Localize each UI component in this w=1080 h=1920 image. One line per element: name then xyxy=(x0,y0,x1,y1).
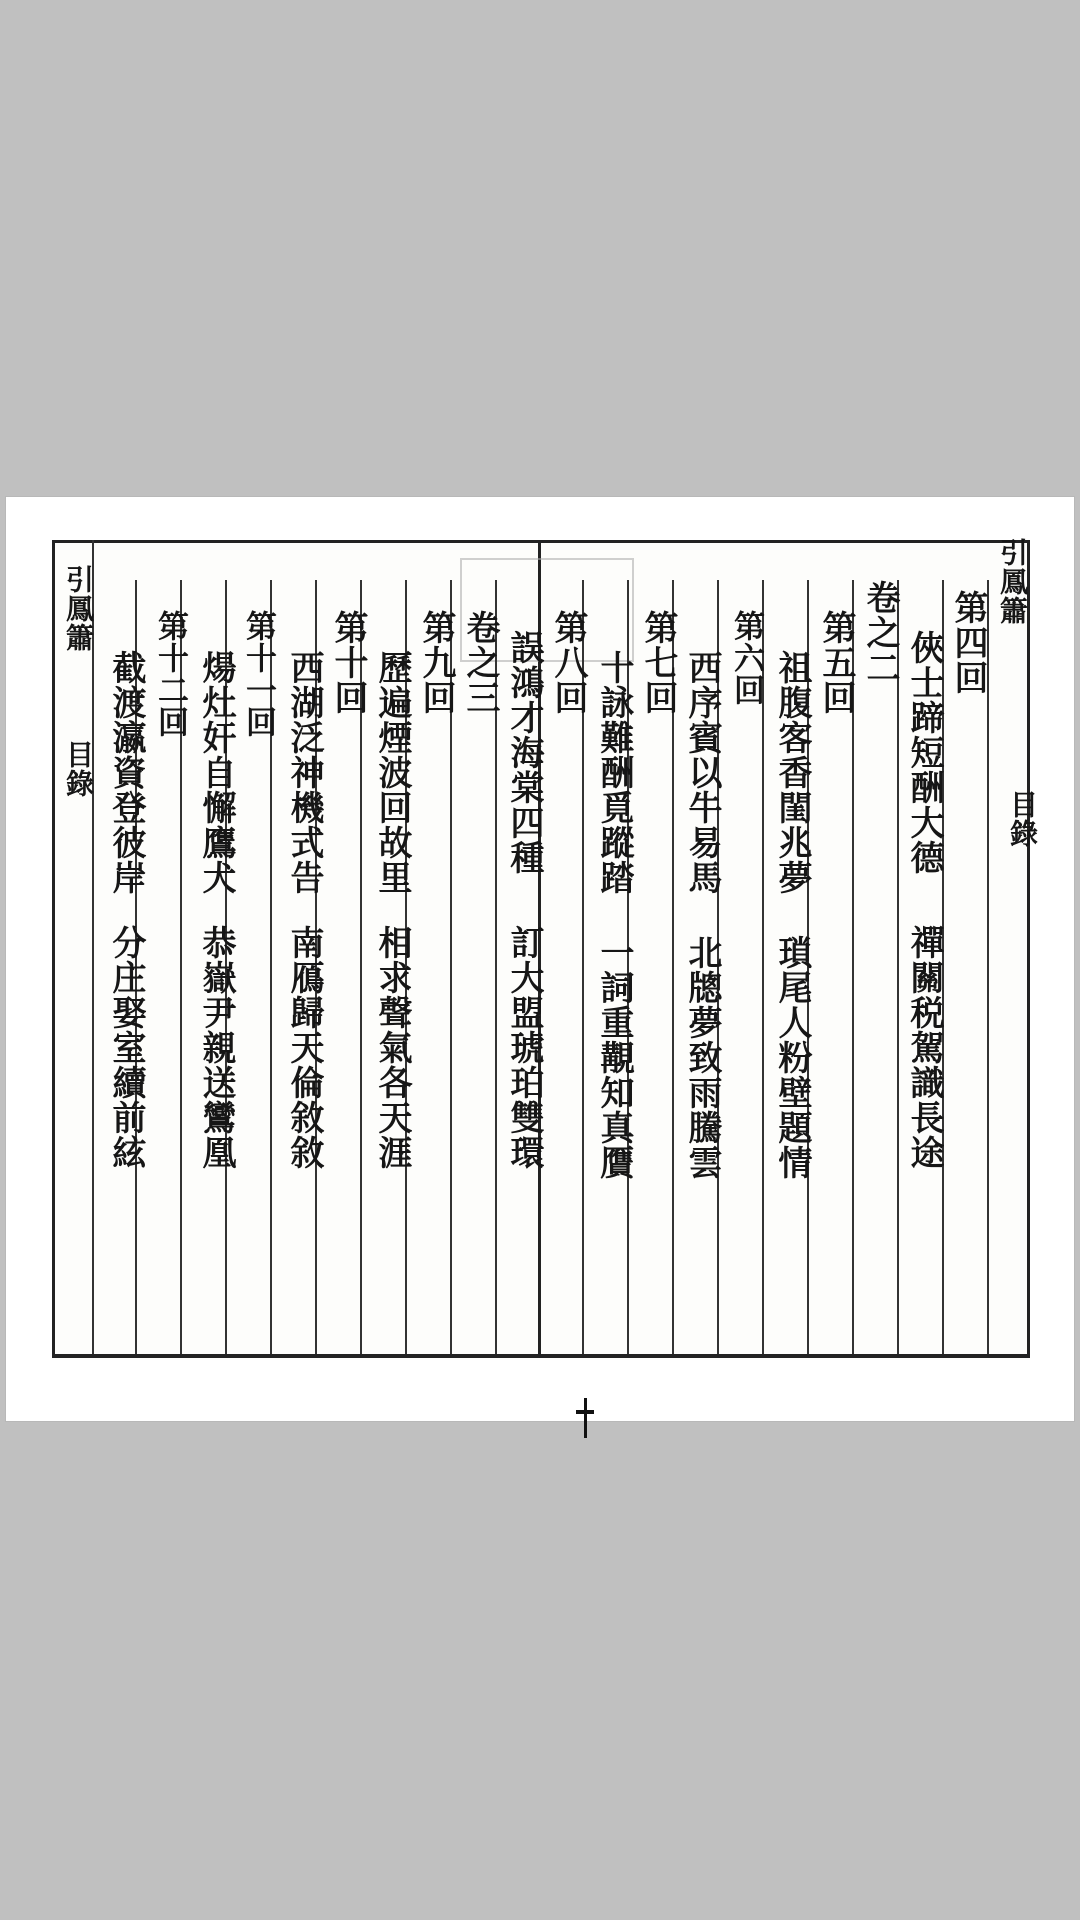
frame-top-border xyxy=(52,540,1030,543)
chapter-title-line2: 南鴈歸天倫敘敘 xyxy=(284,925,324,1170)
chapter-title-line1: 截渡瀛資登彼岸 xyxy=(106,650,146,895)
left-page-title: 引鳳簫 xyxy=(62,565,95,652)
chapter-title-line1: 西序賓以牛易馬 xyxy=(682,650,722,895)
chapter-title-line1: 十詠難酬覓蹤踏 xyxy=(594,650,634,895)
scanned-book-image xyxy=(6,497,1074,1421)
column-rule xyxy=(92,540,94,1354)
volume-heading: 卷之三 xyxy=(460,610,500,715)
chapter-title-line2: 訂大盟琥珀雙環 xyxy=(504,925,544,1170)
frame-bottom-border xyxy=(52,1354,1030,1358)
chapter-heading: 第六回 xyxy=(728,610,764,706)
right-page-title: 引鳳簫 xyxy=(996,538,1029,625)
chapter-heading: 第十二回 xyxy=(152,610,188,738)
chapter-heading: 第八回 xyxy=(548,610,588,715)
chapter-title-line1: 俠士蹄短酬大德 xyxy=(904,630,944,875)
book-spread xyxy=(52,538,1039,1360)
chapter-title-line2: 一詞重覯知真贋 xyxy=(594,935,634,1180)
chapter-heading: 第十一回 xyxy=(240,610,276,738)
frame-right-border xyxy=(1027,540,1030,1358)
binding-stitch-bar xyxy=(576,1410,594,1414)
chapter-title-line1: 誤鴻才海棠四種 xyxy=(504,630,544,875)
chapter-title-line1: 歷遍煙波回故里 xyxy=(372,650,412,895)
chapter-title-line2: 北牕夢致雨騰雲 xyxy=(682,935,722,1180)
chapter-heading: 第九回 xyxy=(416,610,456,715)
volume-heading: 卷之二 xyxy=(860,580,900,685)
chapter-heading: 第五回 xyxy=(816,610,856,715)
right-page-title-suffix: 目錄 xyxy=(1006,790,1039,848)
frame-left-border xyxy=(52,540,55,1358)
chapter-title-line2: 禪關税駕識長途 xyxy=(904,925,944,1170)
left-page-title-suffix: 目錄 xyxy=(62,740,95,798)
column-rule xyxy=(897,580,899,1354)
column-rule xyxy=(987,580,989,1354)
chapter-heading: 第七回 xyxy=(638,610,678,715)
chapter-title-line1: 煬灶奸自懈鷹犬 xyxy=(196,650,236,895)
chapter-heading: 第四回 xyxy=(948,590,988,695)
binding-stitch xyxy=(584,1398,587,1438)
chapter-title-line2: 瑣尾人粉壁題情 xyxy=(772,935,812,1180)
chapter-title-line1: 西湖泛神機式告 xyxy=(284,650,324,895)
chapter-title-line2: 相求聲氣各天涯 xyxy=(372,925,412,1170)
chapter-heading: 第十回 xyxy=(328,610,368,715)
chapter-title-line1: 祖腹客香閨兆夢 xyxy=(772,650,812,895)
chapter-title-line2: 分庄娶室續前絃 xyxy=(106,925,146,1170)
chapter-title-line2: 恭嶽尹親送鸞凰 xyxy=(196,925,236,1170)
